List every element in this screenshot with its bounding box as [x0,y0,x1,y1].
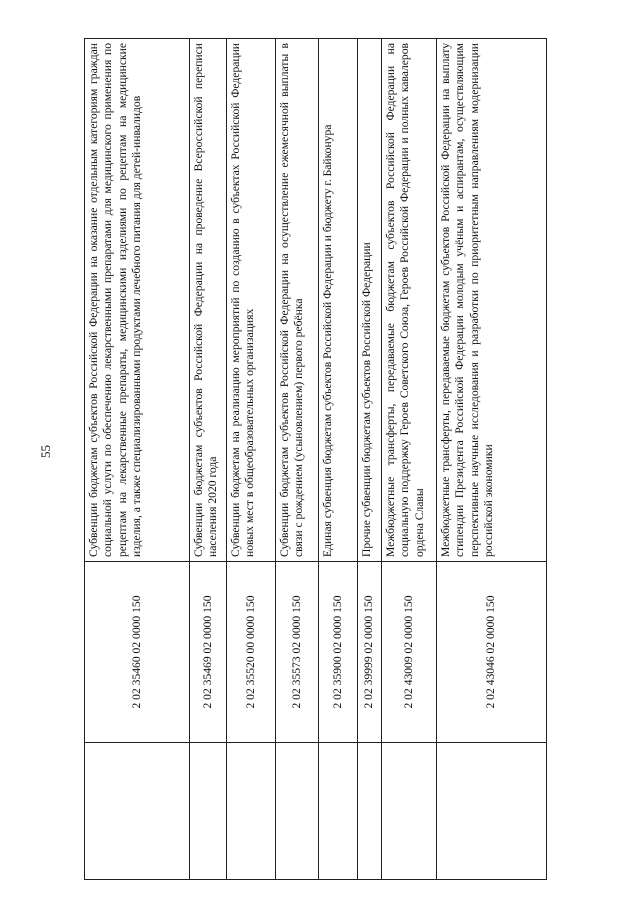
table-cell-empty [319,743,358,880]
table-cell-empty [190,743,227,880]
table-row [227,39,276,880]
table-row [319,39,358,880]
table-row [437,39,547,880]
table-cell-code: 2 02 35573 02 0000 150 [276,562,319,743]
table-cell-code: 2 02 35900 02 0000 150 [319,562,358,743]
table-row [190,39,227,880]
table-row [276,39,319,880]
budget-table-rotated [84,38,546,880]
table-cell-code: 2 02 35460 02 0000 150 [85,562,190,743]
table-row [358,39,382,880]
table-cell-empty [227,743,276,880]
table-cell-description: Субвенции бюджетам на реализацию мероприятий по созданию в субъектах Российской Федерации новых мест в общеобразовательных организациях [227,39,276,562]
table-cell-description: Субвенции бюджетам субъектов Российской Федерации на проведение Всероссийской переписи населения 2020 года [190,39,227,562]
table-cell-empty [358,743,382,880]
table-cell-description: Субвенции бюджетам субъектов Российской Федерации на осуществление ежемесячной выплаты в связи с рождением (усыновлением) первого ребёнка [276,39,319,562]
table-cell-empty [85,743,190,880]
table-cell-description: Единая субвенция бюджетам субъектов Российской Федерации и бюджету г. Байконура [319,39,358,562]
table-row [85,39,190,880]
table-cell-empty [382,743,437,880]
table-cell-code: 2 02 43009 02 0000 150 [382,562,437,743]
table-cell-empty [276,743,319,880]
table-cell-description: Межбюджетные трансферты, передаваемые бюджетам субъектов Российской Федерации на социальную поддержку Героев Советского Союза, Героев Российской Федерации и полных кавалеров ордена Славы [382,39,437,562]
table-row [382,39,437,880]
page-number: 55 [38,445,53,458]
table-cell-description: Межбюджетные трансферты, передаваемые бюджетам субъектов Российской Федерации на выплату стипендии Президента Российской Федерации молодым учёным и аспирантам, осуществляющим перспективные научные исследования и разработки по приоритетным направлениям модернизации российской экономики [437,39,547,562]
table-cell-code: 2 02 35520 00 0000 150 [227,562,276,743]
table-cell-description: Прочие субвенции бюджетам субъектов Российской Федерации [358,39,382,562]
table-cell-description: Субвенции бюджетам субъектов Российской Федерации на оказание отдельным категориям граждан социальной услуги по обеспечению лекарственными препаратами для медицинского применения по рецептам на лекарственные препараты, медицинскими изделиями по рецептам на медицинские изделия, а также специализированными продуктами лечебного питания для детей-инвалидов [85,39,190,562]
table-cell-code: 2 02 43046 02 0000 150 [437,562,547,743]
budget-classification-table [84,38,547,880]
table-cell-code: 2 02 39999 02 0000 150 [358,562,382,743]
table-cell-empty [437,743,547,880]
table-cell-code: 2 02 35469 02 0000 150 [190,562,227,743]
